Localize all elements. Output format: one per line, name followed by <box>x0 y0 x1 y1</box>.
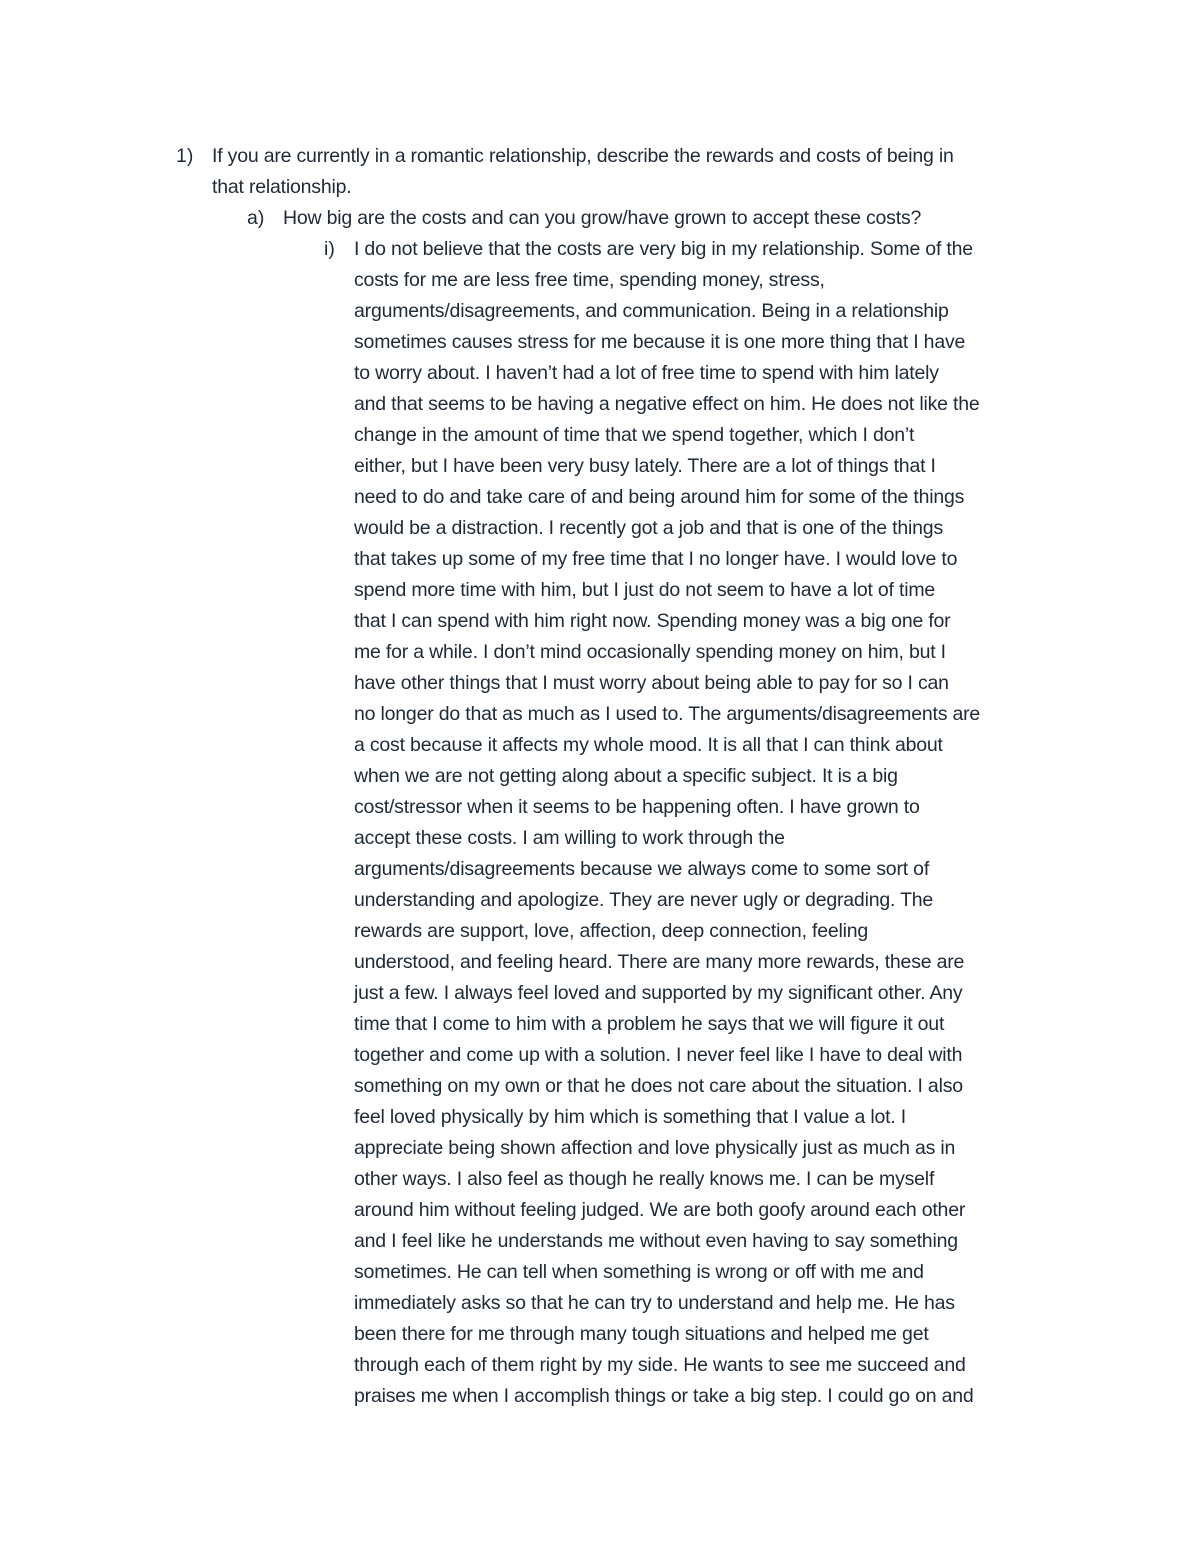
subquestion-text <box>283 203 1073 234</box>
subquestion-marker: a) <box>247 207 265 229</box>
question-number: 1) <box>176 145 194 167</box>
answer-line: time that I come to him with a problem he says that we will figure it out <box>354 1013 945 1035</box>
answer-paragraph <box>354 234 1066 1412</box>
answer-line: either, but I have been very busy lately. There are a lot of things that I <box>354 455 936 477</box>
answer-line: and I feel like he understands me without even having to say something <box>354 1230 958 1252</box>
answer-line: understanding and apologize. They are never ugly or degrading. The <box>354 889 934 911</box>
answer-line: sometimes causes stress for me because it is one more thing that I have <box>354 331 966 353</box>
answer-line: something on my own or that he does not care about the situation. I also <box>354 1075 963 1097</box>
answer-line: just a few. I always feel loved and supported by my significant other. Any <box>354 982 963 1004</box>
answer-line: and that seems to be having a negative effect on him. He does not like the <box>354 393 980 415</box>
answer-line: together and come up with a solution. I never feel like I have to deal with <box>354 1044 963 1066</box>
answer-line: I do not believe that the costs are very big in my relationship. Some of the <box>354 238 973 260</box>
answer-line: rewards are support, love, affection, deep connection, feeling <box>354 920 869 942</box>
answer-line: no longer do that as much as I used to. The arguments/disagreements are <box>354 703 981 725</box>
answer-line: arguments/disagreements because we always come to some sort of <box>354 858 930 880</box>
answer-line: understood, and feeling heard. There are many more rewards, these are <box>354 951 965 973</box>
answer-line: spend more time with him, but I just do not seem to have a lot of time <box>354 579 936 601</box>
answer-line: would be a distraction. I recently got a job and that is one of the things <box>354 517 943 539</box>
answer-line: accept these costs. I am willing to work through the <box>354 827 785 849</box>
subquestion-line: How big are the costs and can you grow/have grown to accept these costs? <box>283 207 922 229</box>
answer-line: that I can spend with him right now. Spending money was a big one for <box>354 610 951 632</box>
question-line: If you are currently in a romantic relationship, describe the rewards and costs of being in <box>212 145 954 167</box>
answer-marker: i) <box>324 238 335 260</box>
answer-line: costs for me are less free time, spending money, stress, <box>354 269 825 291</box>
answer-line: appreciate being shown affection and love physically just as much as in <box>354 1137 956 1159</box>
answer-line: when we are not getting along about a specific subject. It is a big <box>354 765 898 787</box>
answer-line: me for a while. I don’t mind occasionally spending money on him, but I <box>354 641 946 663</box>
answer-line: been there for me through many tough situations and helped me get <box>354 1323 929 1345</box>
answer-line: to worry about. I haven’t had a lot of free time to spend with him lately <box>354 362 939 384</box>
answer-line: sometimes. He can tell when something is wrong or off with me and <box>354 1261 924 1283</box>
answer-line: have other things that I must worry about being able to pay for so I can <box>354 672 949 694</box>
answer-line: a cost because it affects my whole mood. It is all that I can think about <box>354 734 943 756</box>
answer-line: change in the amount of time that we spend together, which I don’t <box>354 424 915 446</box>
answer-line: feel loved physically by him which is something that I value a lot. I <box>354 1106 906 1128</box>
answer-line: arguments/disagreements, and communication. Being in a relationship <box>354 300 949 322</box>
answer-line: need to do and take care of and being around him for some of the things <box>354 486 965 508</box>
answer-line: praises me when I accomplish things or take a big step. I could go on and <box>354 1385 974 1407</box>
question-line: that relationship. <box>212 176 352 198</box>
answer-line: cost/stressor when it seems to be happening often. I have grown to <box>354 796 920 818</box>
answer-line: around him without feeling judged. We are both goofy around each other <box>354 1199 966 1221</box>
answer-line: other ways. I also feel as though he really knows me. I can be myself <box>354 1168 935 1190</box>
answer-line: that takes up some of my free time that I no longer have. I would love to <box>354 548 958 570</box>
answer-line: immediately asks so that he can try to understand and help me. He has <box>354 1292 955 1314</box>
question-text <box>212 141 1072 203</box>
answer-line: through each of them right by my side. He wants to see me succeed and <box>354 1354 966 1376</box>
